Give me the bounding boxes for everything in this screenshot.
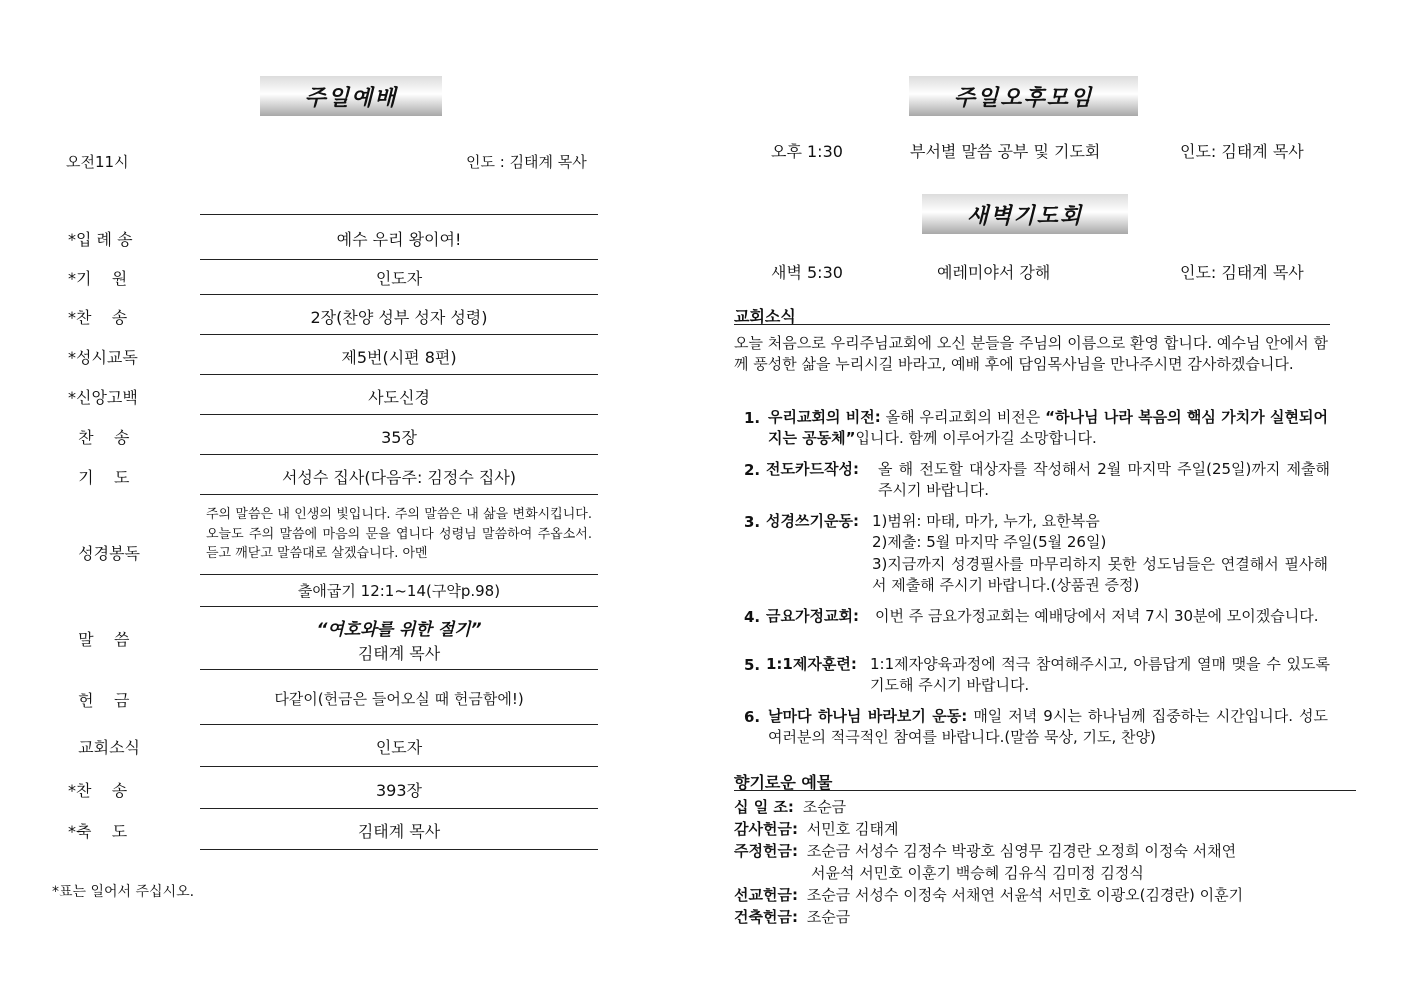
row-value-benediction: 김태계 목사 bbox=[357, 822, 441, 841]
row-label-prayer: 기 도 bbox=[68, 468, 130, 487]
news-item-1-tail: 입니다. 함께 이루어가길 소망합니다. bbox=[855, 429, 1097, 447]
sunday-worship-banner: 주일예배 bbox=[260, 76, 442, 116]
church-news-title: 교회소식 bbox=[734, 307, 796, 326]
scripture-prayer-text: 주의 말씀은 내 인생의 빛입니다. 주의 말씀은 내 삶을 변화시킵니다. 오늘도 주의 말씀에 마음의 문을 엽니다 성령님 말씀하여 주옵소서. 듣고 깨닫고 말씀대로 살겠습니다. 아멘 bbox=[206, 507, 592, 561]
scripture-reference: 출애굽기 12:1~14(구약p.98) bbox=[297, 582, 501, 600]
offering-row-building bbox=[734, 906, 850, 927]
offering-label-building: 건축헌금: bbox=[734, 908, 798, 926]
row-label-sermon: 말 씀 bbox=[68, 630, 130, 649]
row-value-entrance-hymn: 예수 우리 왕이여! bbox=[336, 230, 462, 249]
news-item-2-text: 올 해 전도할 대상자를 작성해서 2월 마지막 주일(25일)까지 제출해주시기 바랍니다. bbox=[878, 460, 1330, 499]
afternoon-time: 오후 1:30 bbox=[771, 142, 843, 161]
news-item-1-number: 1. bbox=[744, 409, 761, 427]
row-value-hymn-1: 2장(찬양 성부 성자 성령) bbox=[310, 308, 488, 327]
news-item-2-number: 2. bbox=[744, 461, 761, 479]
row-label-hymn-2: 찬 송 bbox=[68, 428, 130, 447]
worship-time: 오전11시 bbox=[66, 153, 129, 171]
standing-note: *표는 일어서 주십시오. bbox=[52, 884, 195, 900]
news-item-6-head: 날마다 하나님 바라보기 운동: bbox=[768, 707, 968, 725]
row-value-hymn-3: 393장 bbox=[376, 781, 422, 800]
news-item-5-head: 1:1제자훈련: bbox=[766, 655, 857, 673]
row-label-creed: *신앙고백 bbox=[68, 388, 138, 407]
offerings-title: 향기로운 예물 bbox=[734, 773, 833, 792]
row-label-invocation: *기 원 bbox=[68, 269, 128, 288]
row-label-offering: 헌 금 bbox=[68, 691, 130, 710]
afternoon-leader: 인도: 김태계 목사 bbox=[1180, 142, 1304, 161]
row-value-hymn-2: 35장 bbox=[381, 428, 417, 447]
news-item-1-head: 우리교회의 비전: bbox=[768, 408, 881, 426]
row-label-scripture: 성경봉독 bbox=[68, 544, 140, 563]
offering-label-weekly: 주정헌금: bbox=[734, 842, 798, 860]
news-item-6-text: 매일 저녁 9시는 하나님께 집중하는 시간입니다. 성도 여러분의 적극적인 참여를 바랍니다.(말씀 묵상, 기도, 찬양) bbox=[768, 707, 1328, 746]
offering-row-tithe bbox=[734, 796, 846, 817]
row-value-offering: 다같이(헌금은 들어오실 때 헌금함에!) bbox=[274, 690, 524, 708]
offering-names-mission: 조순금 서성수 이정숙 서채연 서윤석 서민호 이광오(김경란) 이훈기 bbox=[806, 886, 1244, 904]
news-item-6 bbox=[768, 706, 1328, 748]
sermon-title: “여호와를 위한 절기” bbox=[316, 620, 482, 640]
offering-row-weekly bbox=[734, 840, 1236, 861]
offering-label-tithe: 십 일 조: bbox=[734, 798, 794, 816]
row-value-prayer: 서성수 집사(다음주: 김정수 집사) bbox=[281, 468, 517, 487]
sermon-preacher: 김태계 목사 bbox=[357, 644, 441, 663]
dawn-prayer-banner: 새벽기도회 bbox=[922, 194, 1128, 234]
offering-names-tithe: 조순금 bbox=[802, 798, 847, 816]
news-item-4-number: 4. bbox=[744, 608, 761, 626]
offering-row-mission bbox=[734, 884, 1243, 905]
dawn-time: 새벽 5:30 bbox=[771, 263, 843, 282]
row-label-responsive-reading: *성시교독 bbox=[68, 348, 138, 367]
offering-names-weekly: 조순금 서성수 김정수 박광호 심영무 김경란 오정희 이정숙 서채연 bbox=[806, 842, 1237, 860]
row-label-hymn-3: *찬 송 bbox=[68, 781, 128, 800]
offering-names-building: 조순금 bbox=[806, 908, 851, 926]
news-item-6-number: 6. bbox=[744, 708, 761, 726]
row-label-benediction: *축 도 bbox=[68, 822, 128, 841]
row-value-announcements: 인도자 bbox=[375, 738, 423, 757]
row-label-entrance-hymn: *입 례 송 bbox=[68, 230, 133, 249]
news-item-1-emph: “하나님 나라 복음의 핵심 가치가 실현되어지는 공동체” bbox=[768, 408, 1328, 447]
dawn-leader: 인도: 김태계 목사 bbox=[1180, 263, 1304, 282]
news-item-3-head: 성경쓰기운동: bbox=[766, 512, 859, 530]
news-item-5-number: 5. bbox=[744, 656, 761, 674]
offering-names-thanks: 서민호 김태계 bbox=[806, 820, 899, 838]
news-item-1-text: 올해 우리교회의 비전은 bbox=[885, 408, 1041, 426]
row-value-creed: 사도신경 bbox=[368, 388, 430, 407]
news-item-1 bbox=[768, 407, 1328, 449]
offering-names-weekly-2: 서윤석 서민호 이훈기 백승혜 김유식 김미정 김정식 bbox=[811, 864, 1144, 882]
worship-leader: 인도 : 김태계 목사 bbox=[466, 153, 587, 171]
offering-label-mission: 선교헌금: bbox=[734, 886, 798, 904]
row-value-responsive-reading: 제5번(시편 8편) bbox=[341, 348, 457, 367]
offering-label-thanks: 감사헌금: bbox=[734, 820, 798, 838]
news-item-2-head: 전도카드작성: bbox=[766, 460, 859, 478]
news-item-4-head: 금요가정교회: bbox=[766, 607, 859, 625]
dawn-desc: 예레미야서 강해 bbox=[937, 263, 1051, 282]
news-item-3-line-1: 1)범위: 마태, 마가, 누가, 요한복음 bbox=[872, 512, 1100, 530]
news-item-5-text: 1:1제자양육과정에 적극 참여해주시고, 아름답게 열매 맺을 수 있도록 기도해 주시기 바랍니다. bbox=[870, 655, 1330, 694]
row-value-invocation: 인도자 bbox=[375, 269, 423, 288]
afternoon-meeting-banner: 주일오후모임 bbox=[909, 76, 1138, 116]
news-item-3-line-2: 2)제출: 5월 마지막 주일(5월 26일) bbox=[872, 533, 1107, 551]
church-news-intro: 오늘 처음으로 우리주님교회에 오신 분들을 주님의 이름으로 환영 합니다. 예수님 안에서 함께 풍성한 삶을 누리시길 바라고, 예배 후에 담임목사님을 만나주시면 감사하겠습니다. bbox=[734, 334, 1328, 373]
offering-row-thanks bbox=[734, 818, 898, 839]
row-label-hymn-1: *찬 송 bbox=[68, 308, 128, 327]
news-item-3-number: 3. bbox=[744, 513, 761, 531]
news-item-3-line-3: 3)지금까지 성경필사를 마무리하지 못한 성도님들은 연결해서 필사해서 제출해 주시기 바랍니다.(상품권 증정) bbox=[872, 555, 1328, 594]
afternoon-desc: 부서별 말씀 공부 및 기도회 bbox=[910, 142, 1101, 161]
news-item-4-text: 이번 주 금요가정교회는 예배당에서 저녁 7시 30분에 모이겠습니다. bbox=[875, 607, 1319, 625]
row-label-announcements: 교회소식 bbox=[68, 738, 140, 757]
